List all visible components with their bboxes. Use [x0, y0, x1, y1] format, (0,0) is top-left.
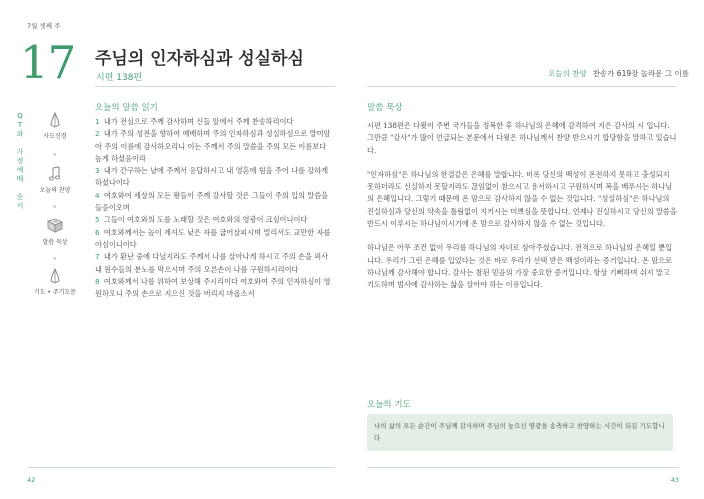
hymn-of-day — [548, 68, 689, 79]
header-divider-right — [367, 86, 677, 87]
meditation-body — [367, 120, 677, 304]
verse-item: 4 여호와여 세상의 모든 왕들이 주께 감사할 것은 그들이 주의 입의 말씀을 들음이오며 — [95, 190, 329, 213]
verse-item: 3 내가 간구하는 날에 주께서 응답하시고 내 영혼에 힘을 주어 나를 강하게 하셨나이다 — [95, 166, 329, 188]
step-dot — [53, 153, 56, 156]
prayer-heading: 오늘의 기도 — [367, 400, 411, 410]
page-number-right: 43 — [670, 476, 679, 484]
step-word-meditation — [25, 218, 85, 246]
step-apostles-creed — [25, 112, 85, 140]
psalm-reference: 시편 138편 — [96, 73, 143, 83]
step-label: 기도 • 주기도문 — [33, 289, 77, 296]
hymn-text: 찬송가 619장 놀라운 그 이름 — [592, 69, 689, 78]
praying-hands-icon — [48, 112, 62, 128]
page-number-left: 42 — [27, 476, 36, 484]
step-dot — [53, 205, 56, 208]
meditation-paragraph: 하나님은 아무 조건 없이 우리를 하나님의 자녀로 삼아주셨습니다. 전적으로 하나님의 은혜일 뿐입니다. 우리가 그런 은혜를 입었다는 것은 바로 우리가 선택 받은 백성이라는 증거입니다. 온 맘으로 하나님께 감사해야 합니다. 감사는 참된 믿음의 가장 중요한 증거입니다. 항상 기뻐하며 쉬지 말고 기도하며 범사에 감사하는 삶을 살아야 하는 이유입니다. — [367, 243, 673, 290]
day-number: 17 — [20, 36, 76, 89]
verse-item: 1 내가 전심으로 주께 감사하며 신들 앞에서 주께 찬송하리이다 — [95, 117, 294, 126]
meditation-paragraph: "인자하심"은 하나님의 한결같은 은혜를 말합니다. 비록 당신의 백성이 온전하지 못하고 충성되지 못하더라도 신실하지 못할지라도 끊임없이 참으시고 용서하시고 구원하시며 복을 베푸시는 하나님의 은혜입니다. 그렇기 때문에 온 맘으로 감사하지 않을 수 없는 것입니다. "성실하심"은 하나님의 진실하심과 당신의 약속을 틀림없이 지키시는 미쁘심을 뜻합니다. 언제나 진실하시고 당신의 말씀을 반드시 이루시는 하나님이시기에 온 맘으로 감사하지 않을 수 없는 것입니다. — [367, 169, 677, 229]
bible-icon — [46, 218, 64, 234]
verse-item: 2 내가 주의 성전을 향하여 예배하며 주의 인자하심과 성실하심으로 말미암아 주의 이름에 감사하오리니 이는 주께서 주의 말씀을 주의 모든 이름보다 높게 하셨음이라 — [95, 129, 331, 163]
verse-item: 7 내가 환난 중에 다닐지라도 주께서 나를 살아나게 하시고 주의 손을 펴사 내 원수들의 분노를 막으시며 주의 오른손이 나를 구원하시리이다 — [95, 252, 329, 274]
verse-item: 5 그들이 여호와의 도를 노래할 것은 여호와의 영광이 크심이니이다 — [95, 215, 308, 225]
step-label: 말씀 묵상 — [42, 239, 68, 246]
verse-list — [95, 116, 335, 300]
footer-divider-left — [27, 467, 335, 468]
step-dot — [53, 257, 56, 260]
praying-hands-icon — [48, 268, 62, 284]
meditation-heading: 말씀 묵상 — [367, 103, 403, 113]
step-label: 사도신경 — [43, 133, 67, 140]
step-hymn — [25, 166, 85, 194]
page-title: 주님의 인자하심과 성실하심 — [95, 49, 304, 69]
prayer-text: 나의 삶의 모든 순간이 주님께 감사하며 주님의 높으신 영광을 송축하고 찬양하는 시간이 되길 기도합니다 — [374, 422, 665, 442]
qt-vertical-label: Q T 와 가 정 예 배 순 서 — [16, 112, 24, 210]
music-note-icon — [48, 166, 62, 182]
prayer-box — [367, 414, 673, 451]
step-prayer — [25, 268, 85, 296]
verse-item: 6 여호와께서는 높이 계셔도 낮은 자를 굽어살피시며 멀리서도 교만한 자를 아심이니이다 — [95, 227, 331, 249]
week-label: 7월 셋째 주 — [27, 22, 61, 30]
step-label: 오늘의 찬양 — [39, 187, 71, 194]
verse-item: 8 여호와께서 나를 위하여 보상해 주시리이다 여호와여 주의 인자하심이 영원하오니 주의 손으로 지으신 것을 버리지 마옵소서 — [95, 276, 331, 299]
hymn-label: 오늘의 찬양 — [548, 69, 587, 78]
reading-heading: 오늘의 말씀 읽기 — [95, 103, 158, 113]
meditation-paragraph: 시편 138편은 다윗이 주변 국가들을 정복한 후 하나님의 은혜에 감격하여 지은 감사의 시 입니다. 그만큼 "감사"가 많이 언급되는 본문에서 다윗은 하나님께서 찬양 받으시기 합당함을 말하고 있습니다. — [367, 121, 677, 155]
footer-divider-right — [367, 467, 679, 468]
header-divider-left — [95, 86, 335, 87]
